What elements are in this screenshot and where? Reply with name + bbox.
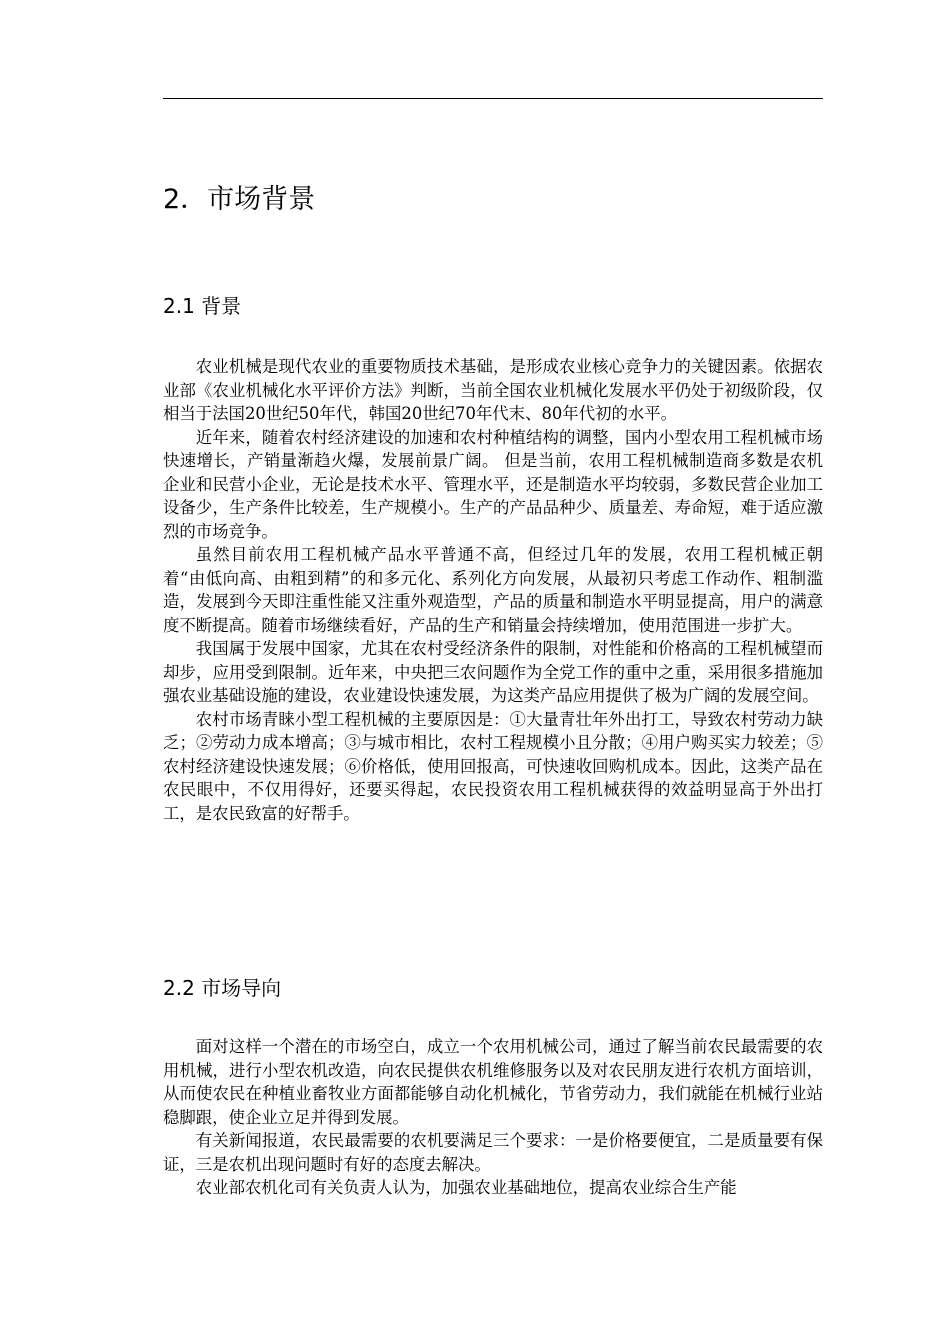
paragraph: 有关新闻报道，农民最需要的农机要满足三个要求：一是价格要便宜，二是质量要有保证，三是农机出现问题时有好的态度去解决。: [163, 1131, 823, 1174]
chapter-title: 2．市场背景: [163, 184, 316, 215]
section-market-orientation-body: [163, 1035, 823, 1200]
paragraph: 面对这样一个潜在的市场空白，成立一个农用机械公司，通过了解当前农民最需要的农用机械，进行小型农机改造，向农民提供农机维修服务以及对农民朋友进行农机方面培训，从而使农民在种植业畜牧业方面都能够自动化机械化，节省劳动力，我们就能在机械行业站稳脚跟，使企业立足并得到发展。: [163, 1037, 823, 1127]
paragraph: 农业部农机化司有关负责人认为，加强农业基础地位，提高农业综合生产能: [195, 1178, 737, 1197]
section-heading-background: 2.1 背景: [163, 294, 242, 318]
paragraph: 近年来，随着农村经济建设的加速和农村种植结构的调整，国内小型农用工程机械市场快速增长，产销量渐趋火爆，发展前景广阔。 但是当前，农用工程机械制造商多数是农机企业和民营小企业，无论是技术水平、管理水平，还是制造水平均较弱，多数民营企业加工设备少，生产条件比较差，生产规模小。生产的产品品种少、质量差、寿命短，难于适应激烈的市场竞争。: [163, 427, 823, 541]
header-rule: [163, 98, 823, 99]
section-background-body: [163, 355, 823, 825]
paragraph: 农业机械是现代农业的重要物质技术基础，是形成农业核心竞争力的关键因素。依据农业部《农业机械化水平评价方法》判断，当前全国农业机械化发展水平仍处于初级阶段，仅相当于法国20世纪50年代，韩国20世纪70年代末、80年代初的水平。: [163, 357, 823, 423]
paragraph: 农村市场青睐小型工程机械的主要原因是：①大量青壮年外出打工，导致农村劳动力缺乏；②劳动力成本增高；③与城市相比，农村工程规模小且分散；④用户购买实力较差；⑤农村经济建设快速发展；⑥价格低，使用回报高，可快速收回购机成本。因此，这类产品在农民眼中，不仅用得好，还要买得起，农民投资农用工程机械获得的效益明显高于外出打工，是农民致富的好帮手。: [163, 709, 823, 823]
paragraph: 虽然目前农用工程机械产品水平普通不高，但经过几年的发展，农用工程机械正朝着“由低向高、由粗到精”的和多元化、系列化方向发展，从最初只考虑工作动作、粗制滥造，发展到今天即注重性能又注重外观造型，产品的质量和制造水平明显提高，用户的满意度不断提高。随着市场继续看好，产品的生产和销量会持续增加，使用范围进一步扩大。: [163, 545, 823, 635]
paragraph: 我国属于发展中国家，尤其在农村受经济条件的限制，对性能和价格高的工程机械望而却步，应用受到限制。近年来，中央把三农问题作为全党工作的重中之重，采用很多措施加强农业基础设施的建设，农业建设快速发展，为这类产品应用提供了极为广阔的发展空间。: [163, 639, 823, 705]
section-heading-market-orientation: 2.2 市场导向: [163, 976, 282, 1000]
